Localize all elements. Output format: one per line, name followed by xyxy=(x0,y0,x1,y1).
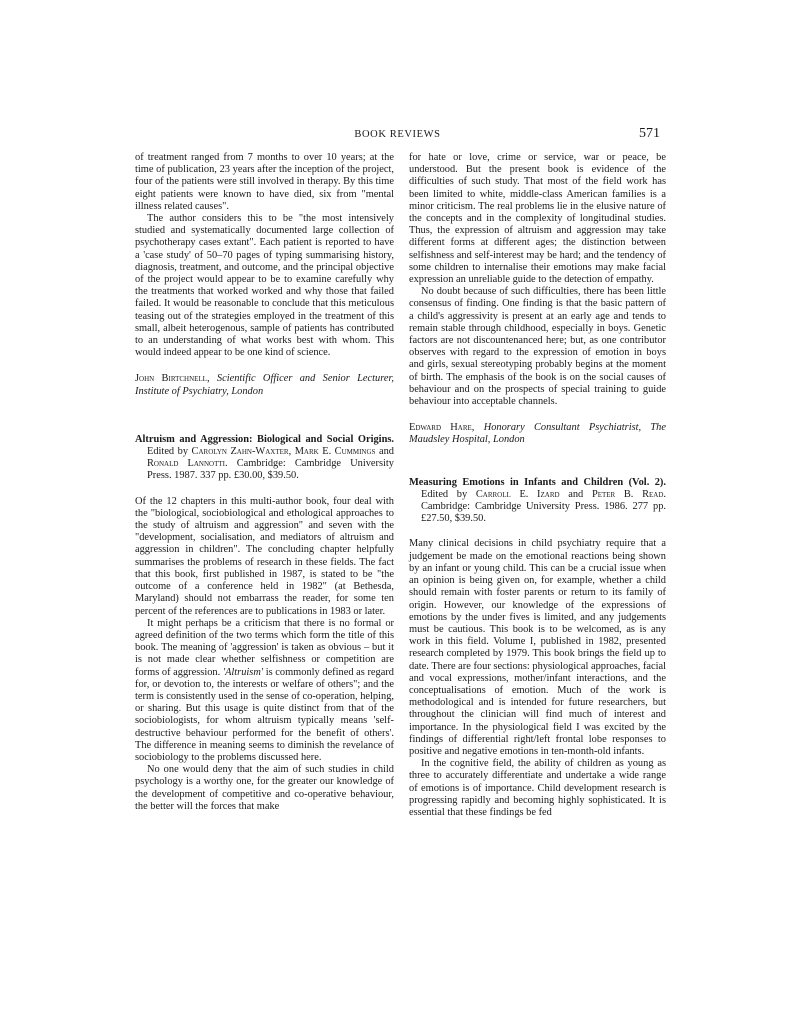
paragraph: No doubt because of such difficulties, there has been little consensus of finding. One finding is that the basic pattern of a child's aggressivity is present at an early age and tends to remain stable through childhood, especially in boys. Genetic factors are not discountenanced here; but, as one contributor observes with regard to the expression of emotion in boys and girls, sexual stereotyping probably begins at the moment of birth. The emphasis of the book is on the social causes of behaviour and on the prospects of special training to guide behaviour into acceptable channels. xyxy=(409,286,666,408)
text-run: It might perhaps be a criticism that there is no formal or agreed definition of the two terms which form the title of this book. The meaning of 'aggression' is taken as obvious – but it is not made clear whether selfishness or competition are forms of aggression. xyxy=(135,617,394,678)
publication-details: Cambridge: Cambridge University Press. 1987. 337 pp. £30.00, $39.50. xyxy=(147,458,394,482)
reviewer-title: Honorary Consultant Psychiatrist, The Maudsley Hospital, London xyxy=(409,422,666,446)
reviewer-signature xyxy=(409,422,666,446)
book-title: Measuring Emotions in Infants and Children (Vol. 2). xyxy=(409,476,666,488)
page-number: 571 xyxy=(639,126,660,141)
running-head: BOOK REVIEWS xyxy=(354,129,441,140)
paragraph: In the cognitive field, the ability of children as young as three to accurately differentiate and undertake a wide range of emotions is of importance. Child development research is progressing rapidly and becoming highly sophisticated. It is essential that these findings be fed xyxy=(409,758,666,818)
editor-name: Peter B. Read. xyxy=(591,488,666,500)
conjunction: and xyxy=(568,488,584,500)
reviewer-name: John Birtchnell, xyxy=(135,373,210,385)
paragraph: Many clinical decisions in child psychiatry require that a judgement be made on the emotional reactions being shown by an infant or young child. This can be a crucial issue when an opinion is being given on, for example, whether a child should remain with foster parents or return to its family of origin. However, our knowledge of the expressions of emotions by the under fives is limited, and any judgements must be cautious. This book is to be welcomed, as is any work in this field. Volume I, published in 1982, presented research completed by 1979. This book brings the field up to date. There are four sections: physiological approaches, facial and vocal expressions, mother/infant interactions, and the conceptualisations of emotion. Much of the work is methodological and is intended for future researchers, but throughout the clinician will find much of interest and importance. In the physiological field I was excited by the findings of differential right/left frontal lobe responses to positive and negative emotions in ten-month-old infants. xyxy=(409,538,666,757)
text-run: is commonly defined as regard for, or devotion to, the interests or welfare of others"; and the term is consistently used in the sense of co-operation, helping, or sharing. But this usage is quite distinct from that of the sociobiologists, for whom altruism typically means 'self-destructive behaviour performed for the benefit of others'. The difference in meaning seems to diminish the revelance of sociobiology to the problems discussed here. xyxy=(135,666,394,763)
edited-by: Edited by xyxy=(421,488,468,500)
reviewer-title: Scientific Officer and Senior Lecturer, Institute of Psychiatry, London xyxy=(135,373,394,397)
reviewer-name: Edward Hare, xyxy=(409,422,475,434)
conjunction: and xyxy=(378,446,394,458)
editor-name: Ronald Lannotti. xyxy=(147,458,228,470)
edited-by: Edited by xyxy=(147,446,189,458)
book-heading xyxy=(409,477,666,526)
paragraph xyxy=(135,618,394,764)
italic-term: 'Altruism' xyxy=(222,666,264,678)
left-column xyxy=(135,152,394,813)
editor-name: Mark E. Cummings xyxy=(294,446,376,458)
paragraph: The author considers this to be "the most intensively studied and systematically documented large collection of psychotherapy cases extant". Each patient is reported to have a 'case study' of 50–70 pages of typing summarising history, diagnosis, treatment, and outcome, and the principal objective of the project would appear to be to examine carefully why the treatments that worked worked and why those that failed failed. It would be reasonable to conclude that this meticulous teasing out of the strategies employed in the treatment of this small, albeit heterogenous, sample of patients has contributed to an understanding of what works best with whom. This would indeed appear to be one kind of science. xyxy=(135,213,394,359)
book-title: Altruism and Aggression: Biological and Social Origins. xyxy=(135,433,394,445)
paragraph: of treatment ranged from 7 months to over 10 years; at the time of publication, 23 years after the inception of the project, four of the patients were still involved in therapy. By this time eight patients were known to have died, six from "mental illness related causes". xyxy=(135,152,394,212)
paragraph: for hate or love, crime or service, war or peace, be understood. But the present book is evidence of the difficulties of such study. That most of the field work has been limited to white, middle-class American families is a minor criticism. The real problems lie in the elusive nature of the concepts and in the complexity of longitudinal studies. Thus, the expression of altruism and aggression may take different forms at different ages; the distinction between selfishness and self-interest may be hard; and the tendency of some children to internalise their emotions may make facial expression an unreliable guide to the detection of empathy. xyxy=(409,152,666,286)
editor-name: Carolyn Zahn-Waxter, xyxy=(191,446,292,458)
reviewer-signature xyxy=(135,373,394,397)
page-header xyxy=(135,126,660,146)
paragraph: Of the 12 chapters in this multi-author book, four deal with the "biological, sociobiological and ethological approaches to the study of altruism and aggression" and seven with the "development, socialisation, and mediators of altruism and aggression in children". The concluding chapter helpfully summarises the problems of research in these fields. The fact that this book, first published in 1987, is stated to be "the outcome of a conference held in 1982" (at Bethesda, Maryland) should not embarrass the reader, for some ten percent of the references are to publications in 1983 or later. xyxy=(135,495,394,617)
publication-details: Cambridge: Cambridge University Press. 1986. 277 pp. £27.50, $39.50. xyxy=(421,501,666,525)
book-heading xyxy=(135,434,394,483)
right-column xyxy=(409,152,666,819)
editor-name: Carroll E. Izard xyxy=(475,488,560,500)
paragraph: No one would deny that the aim of such studies in child psychology is a worthy one, for the greater our knowledge of the development of competitive and co-operative behaviour, the better will the forces that make xyxy=(135,764,394,812)
